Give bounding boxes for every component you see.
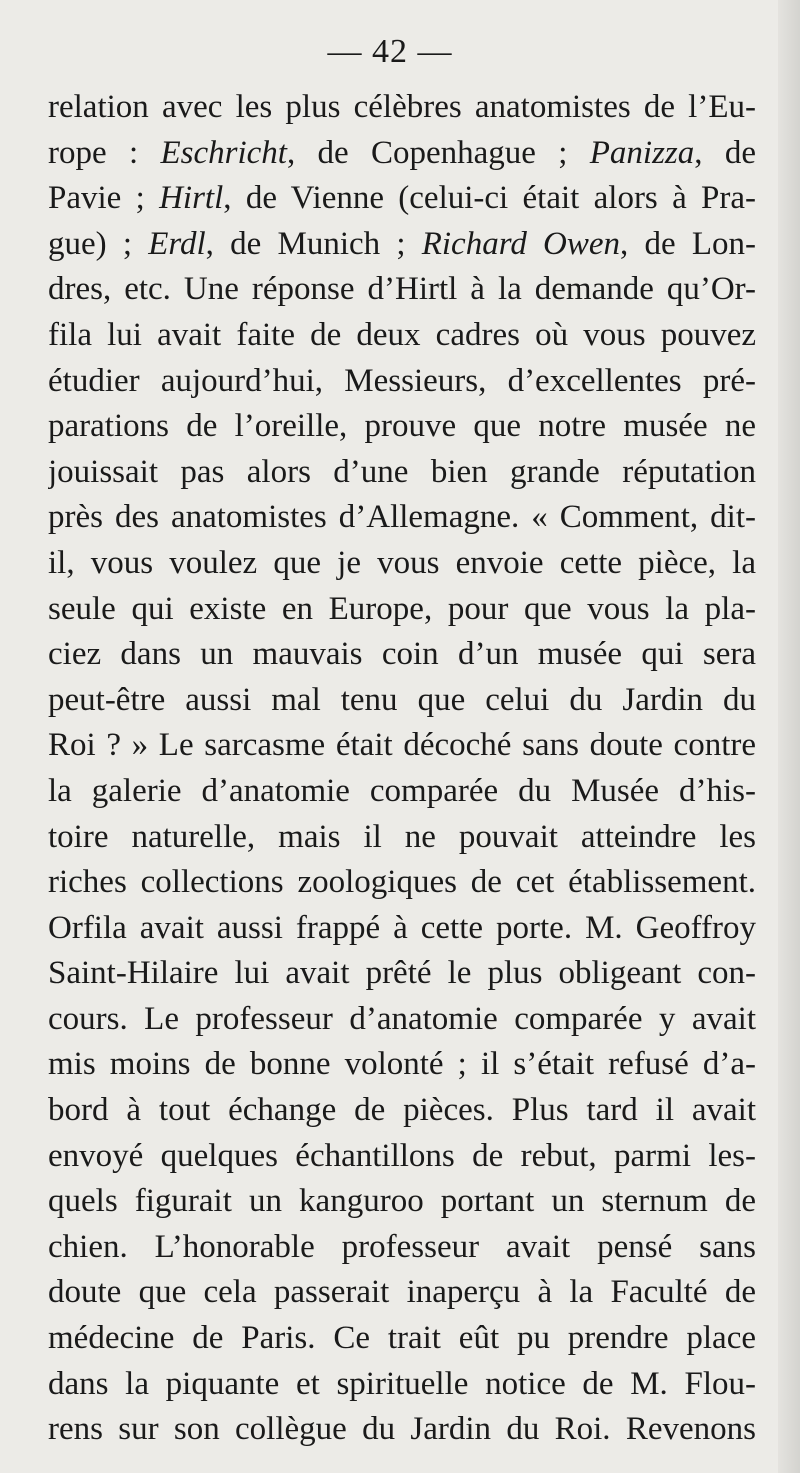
text-line [48,678,756,724]
text-segment: Saint-Hilaire lui avait prêté le plus obligeant con- [48,955,756,992]
text-segment: bord à tout échange de pièces. Plus tard il avait [48,1092,756,1129]
text-line [48,951,756,997]
text-segment: doute que cela passerait inaperçu à la Faculté de [48,1274,756,1311]
italic-name: Erdl [148,225,206,262]
italic-name: Richard Owen [421,225,621,262]
text-segment: , de Munich ; [205,225,422,262]
text-segment: dans la piquante et spirituelle notice de M. Flou- [48,1365,756,1402]
text-segment: médecine de Paris. Ce trait eût pu prendre place [48,1320,756,1357]
text-segment: chien. L’honorable professeur avait pensé sans [48,1228,756,1265]
text-line [48,359,756,405]
text-segment: dres, etc. Une réponse d’Hirtl à la demande qu’Or- [48,271,756,308]
text-line [48,1316,756,1362]
text-segment: Pavie ; [48,180,160,217]
text-line [48,587,756,633]
page-edge-shadow [778,0,800,1473]
text-line [48,860,756,906]
text-segment: quels figurait un kanguroo portant un sternum de [48,1183,756,1220]
body-text [48,85,756,1453]
italic-name: Eschricht [160,134,287,171]
text-line [48,1134,756,1180]
text-segment: Orfila avait aussi frappé à cette porte. M. Geoffroy [48,909,756,946]
text-line [48,450,756,496]
text-line [48,267,756,313]
text-segment: peut-être aussi mal tenu que celui du Jardin du [48,681,756,718]
text-line [48,1362,756,1408]
text-segment: rens sur son collègue du Jardin du Roi. Revenons [48,1411,756,1448]
text-line [48,541,756,587]
text-line [48,1088,756,1134]
text-line [48,1179,756,1225]
text-segment: jouissait pas alors d’une bien grande réputation [48,453,756,490]
text-line [48,769,756,815]
text-segment: , de Vienne (celui-ci était alors à Pra- [223,180,756,217]
text-line [48,723,756,769]
text-segment: Roi ? » Le sarcasme était décoché sans doute contre [48,727,756,764]
text-segment: il, vous voulez que je vous envoie cette pièce, la [48,544,756,581]
text-line [48,906,756,952]
text-line [48,313,756,359]
text-segment: , de Copenhague ; [286,134,590,171]
italic-name: Panizza [589,134,695,171]
text-line [48,131,756,177]
text-segment: gue) ; [48,225,149,262]
text-segment: relation avec les plus célèbres anatomistes de l’Eu- [48,89,756,125]
text-line [48,404,756,450]
text-line [48,1407,756,1453]
text-segment: la galerie d’anatomie comparée du Musée d’his- [48,772,756,809]
page-number: — 42 — [327,33,453,70]
text-line [48,222,756,268]
text-segment: mis moins de bonne volonté ; il s’était refusé d’a- [48,1046,756,1083]
text-segment: étudier aujourd’hui, Messieurs, d’excellentes pré- [48,362,756,399]
text-segment: toire naturelle, mais il ne pouvait atteindre les [48,818,756,855]
text-segment: rope : [48,134,161,171]
text-line [48,997,756,1043]
text-segment: , de Lon- [620,225,756,262]
text-segment: ciez dans un mauvais coin d’un musée qui sera [48,636,756,673]
text-line [48,176,756,222]
italic-name: Hirtl [159,180,224,217]
text-line [48,632,756,678]
text-line [48,495,756,541]
text-segment: cours. Le professeur d’anatomie comparée y avait [48,1000,756,1037]
text-segment: seule qui existe en Europe, pour que vous la pla- [48,590,756,627]
text-segment: près des anatomistes d’Allemagne. « Comment, dit- [48,499,756,536]
text-line [48,815,756,861]
text-line [48,1225,756,1271]
text-line [48,1042,756,1088]
text-segment: fila lui avait faite de deux cadres où vous pouvez [48,316,756,353]
text-line [48,85,756,131]
text-segment: riches collections zoologiques de cet établissement. [48,864,756,901]
text-segment: parations de l’oreille, prouve que notre musée ne [48,408,756,445]
text-segment: envoyé quelques échantillons de rebut, parmi les- [48,1137,756,1174]
text-segment: , de [694,134,756,171]
text-line [48,1270,756,1316]
